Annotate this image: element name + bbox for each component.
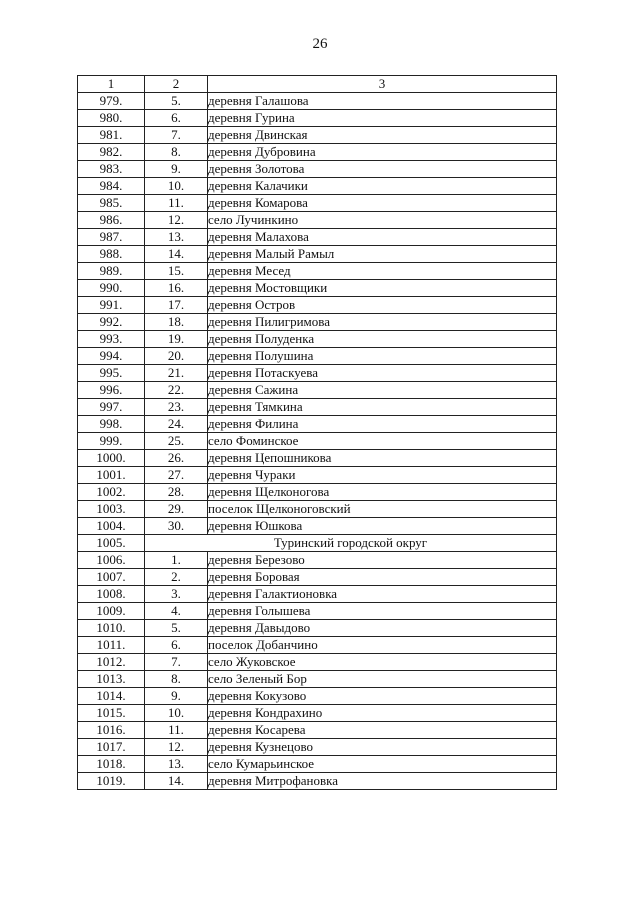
settlement-name: деревня Галашова bbox=[208, 93, 557, 110]
sub-number: 13. bbox=[145, 229, 208, 246]
sub-number: 2. bbox=[145, 569, 208, 586]
settlement-name: деревня Цепошникова bbox=[208, 450, 557, 467]
sub-number: 14. bbox=[145, 773, 208, 790]
row-number: 983. bbox=[78, 161, 145, 178]
settlement-name: деревня Гурина bbox=[208, 110, 557, 127]
row-number: 992. bbox=[78, 314, 145, 331]
settlement-name: деревня Пилигримова bbox=[208, 314, 557, 331]
settlement-name: деревня Мостовщики bbox=[208, 280, 557, 297]
table-body bbox=[78, 93, 557, 790]
settlement-name: деревня Месед bbox=[208, 263, 557, 280]
table-row bbox=[78, 637, 557, 654]
sub-number: 11. bbox=[145, 195, 208, 212]
row-number: 1008. bbox=[78, 586, 145, 603]
table-row bbox=[78, 331, 557, 348]
table-row bbox=[78, 110, 557, 127]
settlement-name: деревня Калачики bbox=[208, 178, 557, 195]
sub-number: 19. bbox=[145, 331, 208, 348]
sub-number: 11. bbox=[145, 722, 208, 739]
table-row bbox=[78, 93, 557, 110]
row-number: 1011. bbox=[78, 637, 145, 654]
table-row bbox=[78, 518, 557, 535]
sub-number: 8. bbox=[145, 671, 208, 688]
header-row bbox=[78, 76, 557, 93]
table-row bbox=[78, 484, 557, 501]
table-row bbox=[78, 178, 557, 195]
sub-number: 17. bbox=[145, 297, 208, 314]
sub-number: 6. bbox=[145, 110, 208, 127]
settlement-name: село Зеленый Бор bbox=[208, 671, 557, 688]
row-number: 1003. bbox=[78, 501, 145, 518]
table-row bbox=[78, 246, 557, 263]
sub-number: 18. bbox=[145, 314, 208, 331]
table-row bbox=[78, 501, 557, 518]
sub-number: 27. bbox=[145, 467, 208, 484]
settlement-name: деревня Двинская bbox=[208, 127, 557, 144]
sub-number: 12. bbox=[145, 739, 208, 756]
settlement-name: деревня Галактионовка bbox=[208, 586, 557, 603]
sub-number: 22. bbox=[145, 382, 208, 399]
row-number: 987. bbox=[78, 229, 145, 246]
row-number: 1017. bbox=[78, 739, 145, 756]
sub-number: 20. bbox=[145, 348, 208, 365]
settlement-name: деревня Голышева bbox=[208, 603, 557, 620]
settlement-name: село Кумарьинское bbox=[208, 756, 557, 773]
table-row bbox=[78, 399, 557, 416]
settlement-name: деревня Боровая bbox=[208, 569, 557, 586]
table-row bbox=[78, 773, 557, 790]
row-number: 1012. bbox=[78, 654, 145, 671]
row-number: 1000. bbox=[78, 450, 145, 467]
table-row bbox=[78, 127, 557, 144]
row-number: 985. bbox=[78, 195, 145, 212]
settlement-name: деревня Кокузово bbox=[208, 688, 557, 705]
sub-number: 15. bbox=[145, 263, 208, 280]
settlement-name: деревня Потаскуева bbox=[208, 365, 557, 382]
sub-number: 25. bbox=[145, 433, 208, 450]
sub-number: 10. bbox=[145, 178, 208, 195]
sub-number: 30. bbox=[145, 518, 208, 535]
sub-number: 14. bbox=[145, 246, 208, 263]
row-number: 1014. bbox=[78, 688, 145, 705]
sub-number: 4. bbox=[145, 603, 208, 620]
row-number: 991. bbox=[78, 297, 145, 314]
row-number: 989. bbox=[78, 263, 145, 280]
table-row bbox=[78, 654, 557, 671]
table-row bbox=[78, 144, 557, 161]
table-row bbox=[78, 688, 557, 705]
settlement-name: деревня Чураки bbox=[208, 467, 557, 484]
row-number: 999. bbox=[78, 433, 145, 450]
row-number: 996. bbox=[78, 382, 145, 399]
row-number: 982. bbox=[78, 144, 145, 161]
sub-number: 23. bbox=[145, 399, 208, 416]
settlement-name: деревня Давыдово bbox=[208, 620, 557, 637]
settlement-name: деревня Кузнецово bbox=[208, 739, 557, 756]
table-row bbox=[78, 433, 557, 450]
settlement-name: деревня Полуденка bbox=[208, 331, 557, 348]
settlement-name: село Лучинкино bbox=[208, 212, 557, 229]
section-row bbox=[78, 535, 557, 552]
header-col-3: 3 bbox=[208, 76, 557, 93]
sub-number: 29. bbox=[145, 501, 208, 518]
row-number: 1002. bbox=[78, 484, 145, 501]
row-number: 988. bbox=[78, 246, 145, 263]
settlement-name: село Жуковское bbox=[208, 654, 557, 671]
row-number: 997. bbox=[78, 399, 145, 416]
sub-number: 9. bbox=[145, 688, 208, 705]
table-row bbox=[78, 586, 557, 603]
settlement-name: деревня Щелконогова bbox=[208, 484, 557, 501]
row-number: 1013. bbox=[78, 671, 145, 688]
sub-number: 16. bbox=[145, 280, 208, 297]
settlement-name: деревня Дубровина bbox=[208, 144, 557, 161]
sub-number: 6. bbox=[145, 637, 208, 654]
sub-number: 3. bbox=[145, 586, 208, 603]
row-number: 1019. bbox=[78, 773, 145, 790]
table-row bbox=[78, 229, 557, 246]
settlement-name: село Фоминское bbox=[208, 433, 557, 450]
sub-number: 7. bbox=[145, 127, 208, 144]
sub-number: 1. bbox=[145, 552, 208, 569]
row-number: 993. bbox=[78, 331, 145, 348]
sub-number: 5. bbox=[145, 93, 208, 110]
header-col-2: 2 bbox=[145, 76, 208, 93]
row-number: 981. bbox=[78, 127, 145, 144]
row-number: 1005. bbox=[78, 535, 145, 552]
table-row bbox=[78, 161, 557, 178]
sub-number: 10. bbox=[145, 705, 208, 722]
row-number: 986. bbox=[78, 212, 145, 229]
settlement-name: деревня Кондрахино bbox=[208, 705, 557, 722]
table-row bbox=[78, 297, 557, 314]
table-row bbox=[78, 365, 557, 382]
row-number: 994. bbox=[78, 348, 145, 365]
settlement-name: деревня Малый Рамыл bbox=[208, 246, 557, 263]
table-row bbox=[78, 450, 557, 467]
table-row bbox=[78, 467, 557, 484]
table-row bbox=[78, 314, 557, 331]
settlement-name: деревня Филина bbox=[208, 416, 557, 433]
settlement-name: деревня Остров bbox=[208, 297, 557, 314]
table-row bbox=[78, 603, 557, 620]
section-title: Туринский городской округ bbox=[145, 535, 557, 552]
sub-number: 24. bbox=[145, 416, 208, 433]
table-row bbox=[78, 382, 557, 399]
row-number: 1010. bbox=[78, 620, 145, 637]
sub-number: 13. bbox=[145, 756, 208, 773]
table-row bbox=[78, 671, 557, 688]
row-number: 1004. bbox=[78, 518, 145, 535]
settlement-name: поселок Добанчино bbox=[208, 637, 557, 654]
settlement-name: деревня Полушина bbox=[208, 348, 557, 365]
settlement-name: деревня Косарева bbox=[208, 722, 557, 739]
table-row bbox=[78, 212, 557, 229]
settlement-name: деревня Золотова bbox=[208, 161, 557, 178]
page-number: 26 bbox=[312, 36, 328, 52]
table-row bbox=[78, 195, 557, 212]
table-row bbox=[78, 569, 557, 586]
row-number: 980. bbox=[78, 110, 145, 127]
sub-number: 21. bbox=[145, 365, 208, 382]
row-number: 1016. bbox=[78, 722, 145, 739]
row-number: 984. bbox=[78, 178, 145, 195]
sub-number: 5. bbox=[145, 620, 208, 637]
table-row bbox=[78, 722, 557, 739]
table-row bbox=[78, 739, 557, 756]
settlement-name: деревня Юшкова bbox=[208, 518, 557, 535]
settlement-name: деревня Малахова bbox=[208, 229, 557, 246]
settlement-name: деревня Березово bbox=[208, 552, 557, 569]
row-number: 1015. bbox=[78, 705, 145, 722]
row-number: 979. bbox=[78, 93, 145, 110]
row-number: 998. bbox=[78, 416, 145, 433]
row-number: 1009. bbox=[78, 603, 145, 620]
table-row bbox=[78, 348, 557, 365]
sub-number: 26. bbox=[145, 450, 208, 467]
table-row bbox=[78, 756, 557, 773]
settlement-name: деревня Сажина bbox=[208, 382, 557, 399]
table-row bbox=[78, 705, 557, 722]
row-number: 1007. bbox=[78, 569, 145, 586]
settlement-name: деревня Митрофановка bbox=[208, 773, 557, 790]
settlement-name: поселок Щелконоговский bbox=[208, 501, 557, 518]
row-number: 1018. bbox=[78, 756, 145, 773]
settlement-name: деревня Тямкина bbox=[208, 399, 557, 416]
sub-number: 28. bbox=[145, 484, 208, 501]
table-row bbox=[78, 552, 557, 569]
settlement-name: деревня Комарова bbox=[208, 195, 557, 212]
row-number: 990. bbox=[78, 280, 145, 297]
sub-number: 7. bbox=[145, 654, 208, 671]
sub-number: 9. bbox=[145, 161, 208, 178]
table-row bbox=[78, 263, 557, 280]
table-header bbox=[78, 76, 557, 93]
row-number: 995. bbox=[78, 365, 145, 382]
table-row bbox=[78, 620, 557, 637]
header-col-1: 1 bbox=[78, 76, 145, 93]
sub-number: 12. bbox=[145, 212, 208, 229]
sub-number: 8. bbox=[145, 144, 208, 161]
table-row bbox=[78, 416, 557, 433]
settlements-table bbox=[77, 75, 557, 790]
row-number: 1006. bbox=[78, 552, 145, 569]
table-row bbox=[78, 280, 557, 297]
row-number: 1001. bbox=[78, 467, 145, 484]
